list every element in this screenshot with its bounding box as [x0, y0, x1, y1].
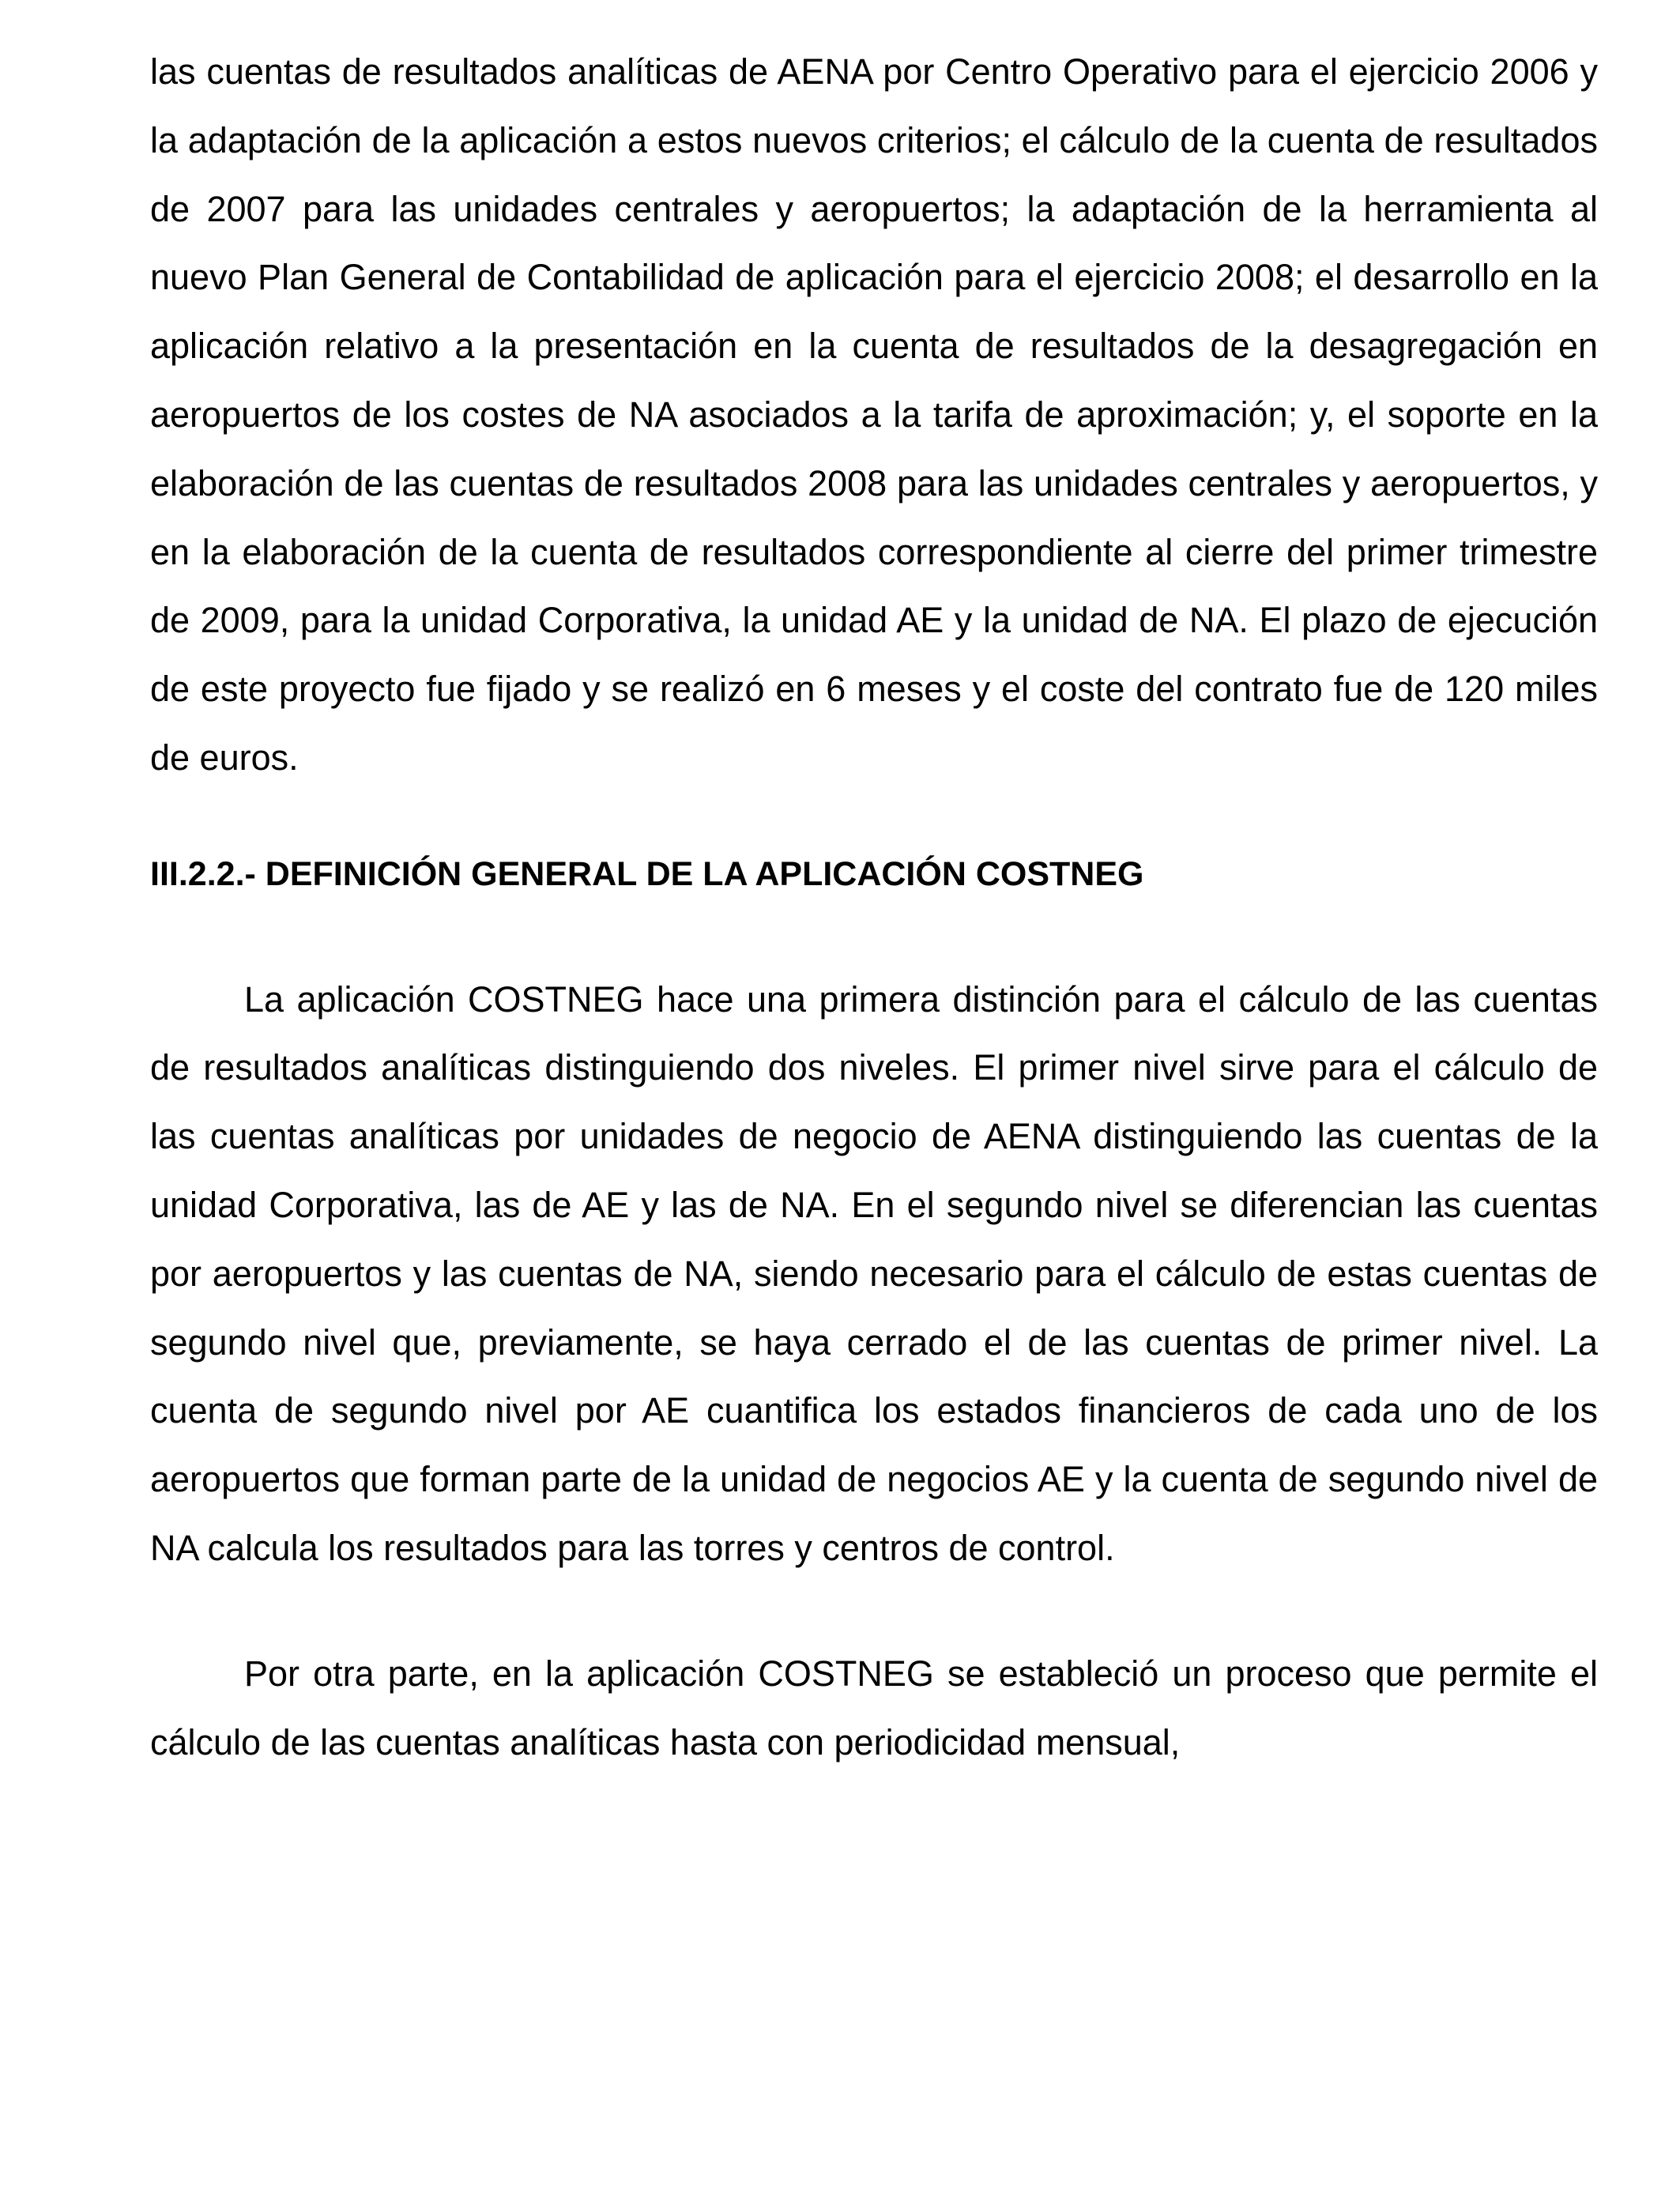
paragraph-costneg-definition: La aplicación COSTNEG hace una primera distinción para el cálculo de las cuentas de resultados analíticas distinguiendo dos niveles. El primer nivel sirve para el cálculo de las cuentas analíticas por unidades de negocio de AENA distinguiendo las cuentas de la unidad Corporativa, las de AE y las de NA. En el segundo nivel se diferencian las cuentas por aeropuertos y las cuentas de NA, siendo necesario para el cálculo de estas cuentas de segundo nivel que, previamente, se haya cerrado el de las cuentas de primer nivel. La cuenta de segundo nivel por AE cuantifica los estados financieros de cada uno de los aeropuertos que forman parte de la unidad de negocios AE y la cuenta de segundo nivel de NA calcula los resultados para las torres y centros de control.	[150, 978, 1598, 1568]
paragraph-continuation: las cuentas de resultados analíticas de AENA por Centro Operativo para el ejercicio 2006 y la adaptación de la aplicación a estos nuevos criterios; el cálculo de la cuenta de resultados de 2007 para las unidades centrales y aeropuertos; la adaptación de la herramienta al nuevo Plan General de Contabilidad de aplicación para el ejercicio 2008; el desarrollo en la aplicación relativo a la presentación en la cuenta de resultados de la desagregación en aeropuertos de los costes de NA asociados a la tarifa de aproximación; y, el soporte en la elaboración de las cuentas de resultados 2008 para las unidades centrales y aeropuertos, y en la elaboración de la cuenta de resultados correspondiente al cierre del primer trimestre de 2009, para la unidad Corporativa, la unidad AE y la unidad de NA. El plazo de ejecución de este proyecto fue fijado y se realizó en 6 meses y el coste del contrato fue de 120 miles de euros.	[150, 51, 1598, 778]
paragraph-costneg-process: Por otra parte, en la aplicación COSTNEG se estableció un proceso que permite el cálculo de las cuentas analíticas hasta con periodicidad mensual,	[150, 1653, 1598, 1762]
document-page	[150, 38, 1598, 1777]
section-heading: III.2.2.- DEFINICIÓN GENERAL DE LA APLICACIÓN COSTNEG	[150, 854, 1144, 893]
